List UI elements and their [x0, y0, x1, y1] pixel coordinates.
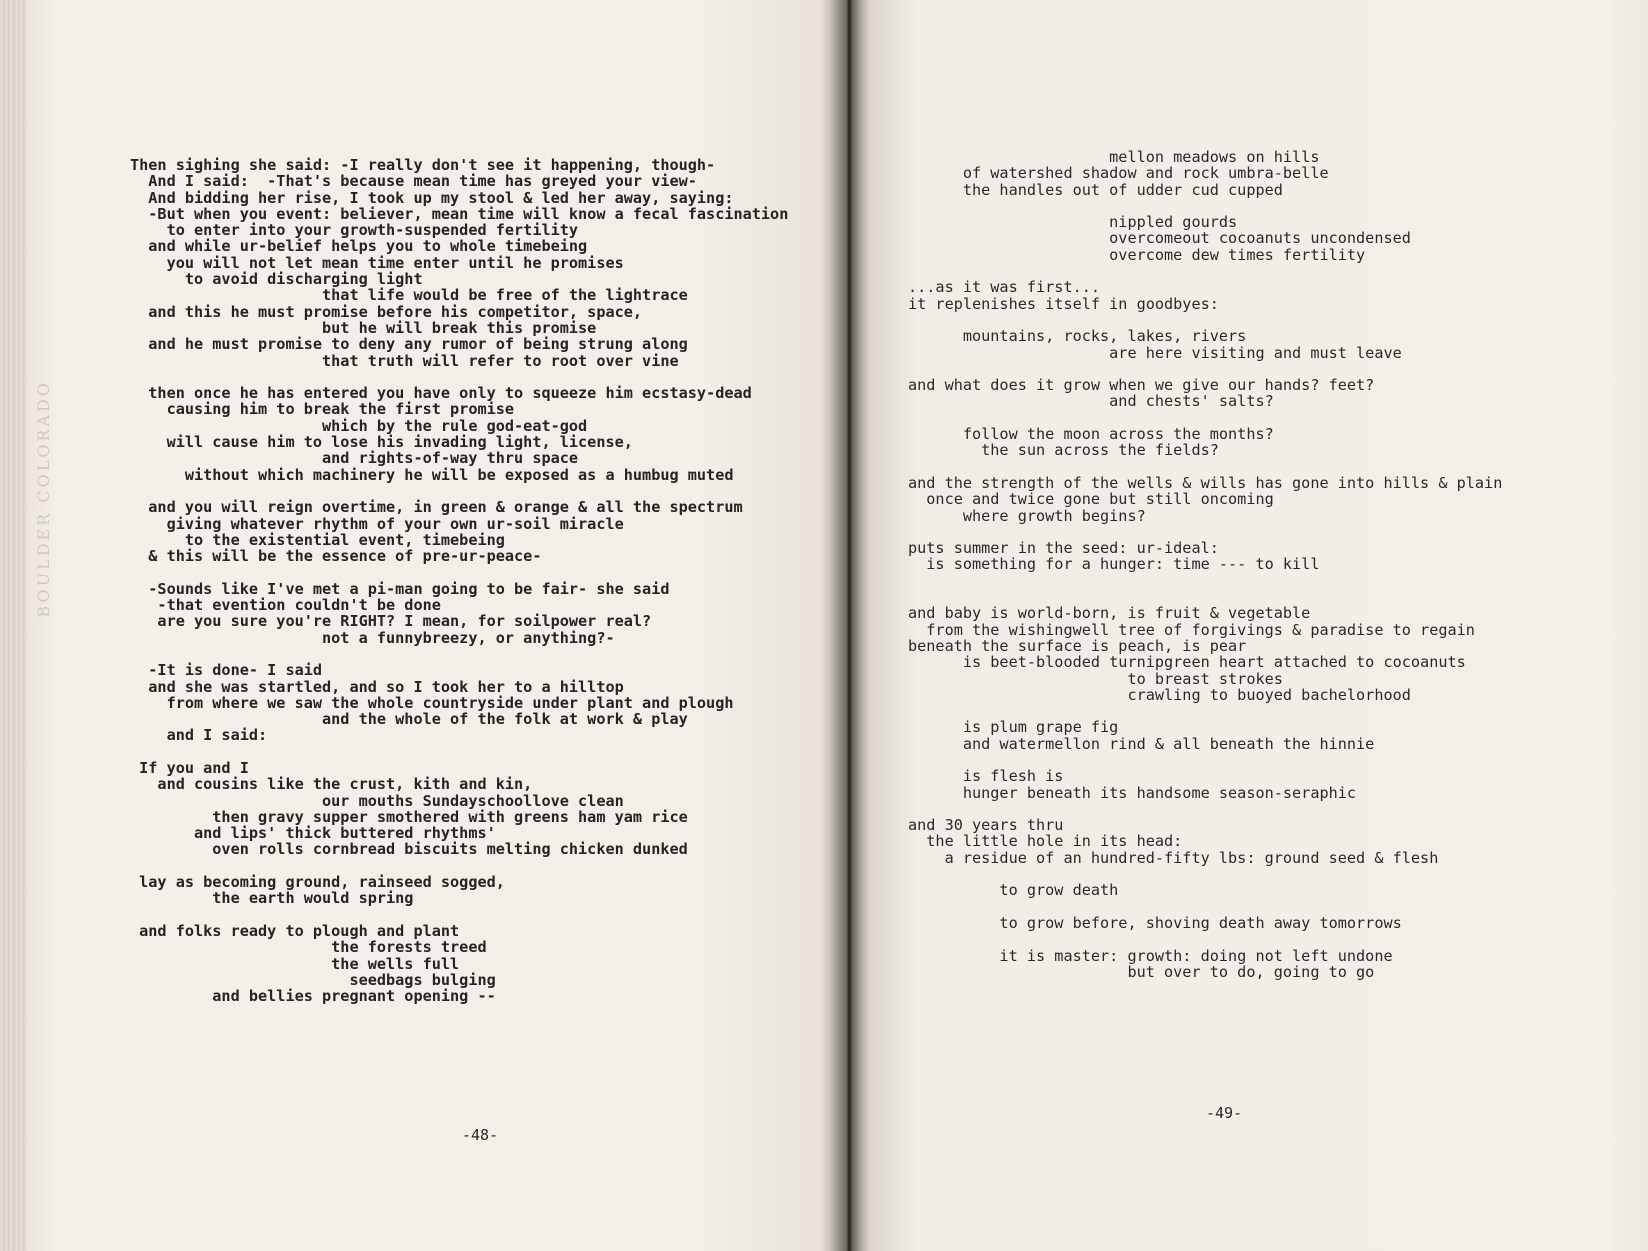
left-page-number: -48- — [462, 1126, 499, 1144]
page-edges — [0, 0, 26, 1251]
spine-bleed-text: BOULDER COLORADO — [34, 380, 53, 618]
right-page-poem: mellon meadows on hills of watershed shadow and rock umbra-belle the handles out of udder cud cupped nippled gourds overcomeout cocoanuts uncondensed overcome dew times fertility ...as it was first... it replenishes itself in goodbyes: mountains, rocks, lakes, rivers are here visiting and must leave and what does it grow when we give our hands? feet? and chests' salts? follow the moon across the months? the sun across the fields? and the strength of the wells & wills has gone into hills & plain once and twice gone but still oncoming where growth begins? puts summer in the seed: ur-ideal: is something for a hunger: time --- to kill and baby is world-born, is fruit & vegetable from the wishingwell tree of forgivings & paradise to regain beneath the surface is peach, is pear is beet-blooded turnipgreen heart attached to cocoanuts to breast strokes crawling to buoyed bachelorhood is plum grape fig and watermellon rind & all beneath the hinnie is flesh is hunger beneath its handsome season-seraphic and 30 years thru the little hole in its head: a residue of an hundred-fifty lbs: ground seed & flesh to grow death to grow before, shoving death away tomorrows it is master: growth: doing not left undone but over to do, going to go — [908, 148, 1503, 981]
right-page — [848, 0, 1648, 1251]
left-page-poem: Then sighing she said: -I really don't see it happening, though- And I said: -That's because mean time has greyed your view- And bidding her rise, I took up my stool & led her away, saying: -But when you event: believer, mean time will know a fecal fascination to enter into your growth-suspended fertility and while ur-belief helps you to whole timebeing you will not let mean time enter until he promises to avoid discharging light that life would be free of the lightrace and this he must promise before his competitor, space, but he will break this promise and he must promise to deny any rumor of being strung along that truth will refer to root over vine then once he has entered you have only to squeeze him ecstasy-dead causing him to break the first promise which by the rule god-eat-god will cause him to lose his invading light, license, and rights-of-way thru space without which machinery he will be exposed as a humbug muted and you will reign overtime, in green & orange & all the spectrum giving whatever rhythm of your own ur-soil miracle to the existential event, timebeing & this will be the essence of pre-ur-peace- -Sounds like I've met a pi-man going to be fair- she said -that evention couldn't be done are you sure you're RIGHT? I mean, for soilpower real? not a funnybreezy, or anything?- -It is done- I said and she was startled, and so I took her to a hilltop from where we saw the whole countryside under plant and plough and the whole of the folk at work & play and I said: If you and I and cousins like the crust, kith and kin, our mouths Sundayschoollove clean then gravy supper smothered with greens ham yam rice and lips' thick buttered rhythms' oven rolls cornbread biscuits melting chicken dunked lay as becoming ground, rainseed sogged, the earth would spring and folks ready to plough and plant the forests treed the wells full seedbags bulging and bellies pregnant opening -- — [130, 156, 789, 1006]
right-page-number: -49- — [1206, 1104, 1243, 1122]
